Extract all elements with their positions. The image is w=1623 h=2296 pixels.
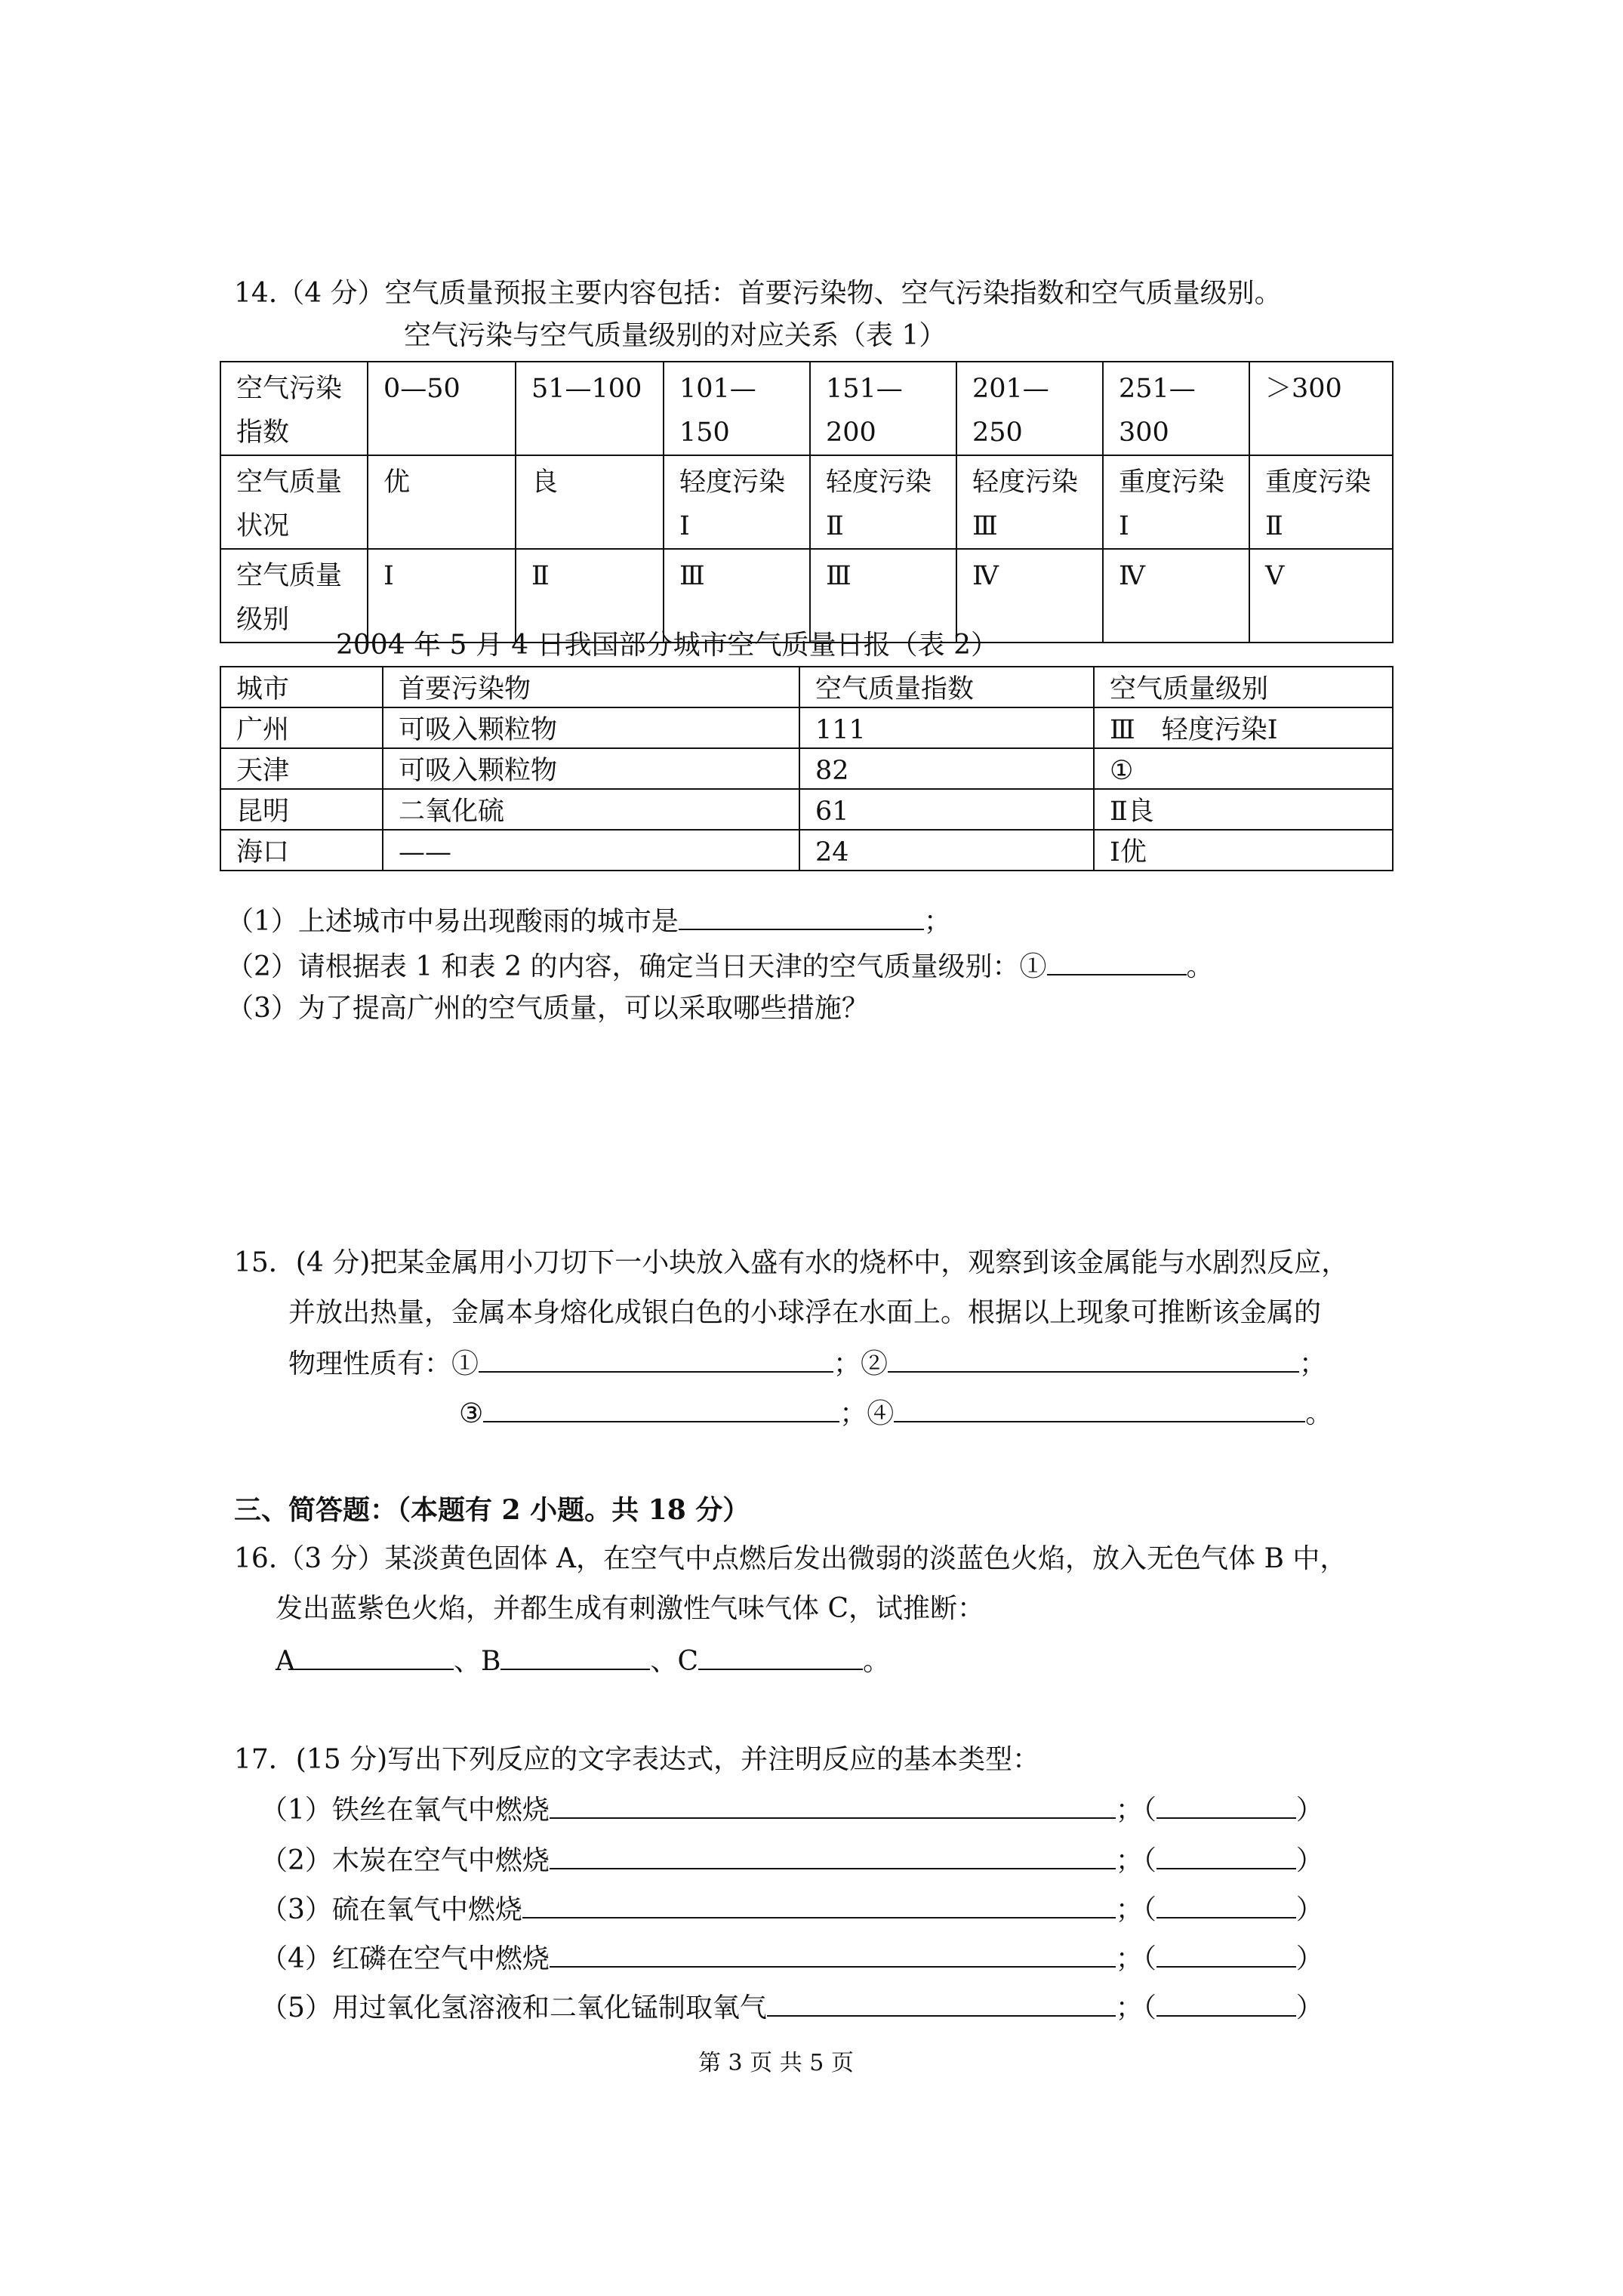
equation-blank[interactable] [767, 1989, 1116, 2017]
q17-sep: ；（ [1115, 1992, 1156, 2023]
table-1 [220, 361, 1394, 643]
answer-blank[interactable] [1047, 948, 1187, 975]
table1-row [220, 549, 1393, 643]
q17-close: ） [1295, 1943, 1323, 1974]
q15-prefix: 物理性质有：① [288, 1348, 479, 1379]
answer-blank-b[interactable] [500, 1643, 650, 1670]
q15-line3 [288, 1345, 1326, 1379]
q17-close: ） [1295, 1795, 1323, 1826]
q17-sep: ；（ [1115, 1943, 1156, 1974]
q15-period: 。 [1305, 1398, 1333, 1429]
q15-line2: 并放出热量，金属本身熔化成银白色的小球浮在水面上。根据以上现象可推断该金属的 [288, 1297, 1322, 1328]
table2-cell: 昆明 [220, 789, 383, 830]
q17-sep: ；（ [1115, 1894, 1156, 1925]
table1-cell: 重度污染 Ⅱ [1249, 455, 1393, 549]
q16-line1: 16.（3 分）某淡黄色固体 A，在空气中点燃后发出微弱的淡蓝色火焰，放入无色气体 B 中， [234, 1543, 1347, 1574]
q17-item-label: （2）木炭在空气中燃烧 [260, 1845, 550, 1876]
q15-mark3: ③ [459, 1398, 484, 1429]
table1-cell: 251—300 [1103, 362, 1249, 455]
reaction-type-blank[interactable] [1156, 1891, 1296, 1918]
table1-cell: Ⅱ [516, 549, 664, 643]
q14-sub1-end: ； [923, 906, 951, 937]
table1-cell: Ⅴ [1249, 549, 1393, 643]
table2-cell: 空气质量级别 [1094, 667, 1393, 707]
table1-cell: 轻度污染 Ⅰ [664, 455, 810, 549]
table2-cell: —— [383, 830, 799, 871]
page-footer: 第 3 页 共 5 页 [698, 2050, 854, 2076]
equation-blank[interactable] [550, 1940, 1116, 1968]
q15-mark4: ；④ [839, 1398, 895, 1429]
answer-blank[interactable] [679, 903, 924, 930]
table-2 [220, 666, 1394, 871]
q14-sub2 [226, 948, 1214, 982]
table1-cell: 空气污染 指数 [220, 362, 368, 455]
table2-row [220, 748, 1393, 789]
table1-cell: 优 [368, 455, 516, 549]
q17-sep: ；（ [1115, 1795, 1156, 1826]
q17-item [260, 1891, 1323, 1925]
table1-cell: 151—200 [810, 362, 956, 455]
table1-cell: 重度污染 Ⅰ [1103, 455, 1249, 549]
table1-cell: 良 [516, 455, 664, 549]
answer-blank-3[interactable] [483, 1395, 839, 1422]
table2-caption: 2004 年 5 月 4 日我国部分城市空气质量日报（表 2） [336, 630, 998, 661]
table2-cell: Ⅰ优 [1094, 830, 1393, 871]
q17-item [260, 1792, 1323, 1826]
q14-stem: 14.（4 分）空气质量预报主要内容包括：首要污染物、空气污染指数和空气质量级别。 [234, 278, 1282, 309]
q14-sub1 [226, 903, 951, 937]
table1-cell: Ⅳ [1103, 549, 1249, 643]
equation-blank[interactable] [522, 1891, 1116, 1918]
reaction-type-blank[interactable] [1156, 1792, 1296, 1819]
table2-row [220, 707, 1393, 748]
table2-row [220, 830, 1393, 871]
equation-blank[interactable] [550, 1842, 1116, 1869]
table1-cell: 51—100 [516, 362, 664, 455]
table1-cell: 空气质量 级别 [220, 549, 368, 643]
answer-blank-1[interactable] [479, 1345, 833, 1373]
q17-close: ） [1295, 1992, 1323, 2023]
table1-cell: Ⅰ [368, 549, 516, 643]
table1-cell: 101—150 [664, 362, 810, 455]
table1-cell: Ⅲ [810, 549, 956, 643]
q16-c: 、C [650, 1646, 699, 1677]
q16-end: 。 [863, 1646, 891, 1677]
q16-line2: 发出蓝紫色火焰，并都生成有刺激性气味气体 C，试推断： [276, 1593, 984, 1624]
q14-sub2-text: （2）请根据表 1 和表 2 的内容，确定当日天津的空气质量级别：① [226, 951, 1047, 982]
table2-cell: 111 [799, 707, 1094, 748]
q17-item [260, 1940, 1323, 1974]
q17-close: ） [1295, 1845, 1323, 1876]
q17-item-label: （4）红磷在空气中燃烧 [260, 1943, 550, 1974]
table2-cell: 可吸入颗粒物 [383, 748, 799, 789]
table2-cell: 空气质量指数 [799, 667, 1094, 707]
q17-item [260, 1842, 1323, 1876]
table1-cell: Ⅳ [956, 549, 1103, 643]
q15-semi: ； [1299, 1348, 1327, 1379]
table2-row [220, 789, 1393, 830]
q17-item [260, 1989, 1323, 2023]
q15-line1: 15．(4 分)把某金属用小刀切下一小块放入盛有水的烧杯中，观察到该金属能与水剧烈反应， [234, 1247, 1349, 1278]
q16-a: A [276, 1646, 295, 1677]
table1-cell: ＞300 [1249, 362, 1393, 455]
q17-sep: ；（ [1115, 1845, 1156, 1876]
table1-cell: 201—250 [956, 362, 1103, 455]
q16-b: 、B [454, 1646, 501, 1677]
section-heading: 三、简答题：（本题有 2 小题。共 18 分） [234, 1494, 750, 1526]
q16-answers [276, 1643, 890, 1677]
q17-stem: 17．(15 分)写出下列反应的文字表达式，并注明反应的基本类型： [234, 1744, 1040, 1775]
answer-blank-4[interactable] [894, 1395, 1305, 1422]
equation-blank[interactable] [550, 1792, 1116, 1819]
q15-mark2: ；② [833, 1348, 888, 1379]
q15-line4 [459, 1395, 1332, 1429]
table2-cell: 二氧化硫 [383, 789, 799, 830]
table2-cell: Ⅲ 轻度污染Ⅰ [1094, 707, 1393, 748]
table1-row [220, 455, 1393, 549]
q14-sub3: （3）为了提高广州的空气质量，可以采取哪些措施？ [226, 993, 869, 1024]
q17-item-label: （5）用过氧化氢溶液和二氧化锰制取氧气 [260, 1992, 767, 2023]
table1-cell: 空气质量 状况 [220, 455, 368, 549]
table2-cell: 城市 [220, 667, 383, 707]
table2-cell: 天津 [220, 748, 383, 789]
reaction-type-blank[interactable] [1156, 1940, 1296, 1968]
table2-cell: 首要污染物 [383, 667, 799, 707]
table2-cell: 24 [799, 830, 1094, 871]
answer-blank-a[interactable] [295, 1643, 454, 1670]
table1-cell: 0—50 [368, 362, 516, 455]
table2-cell: 82 [799, 748, 1094, 789]
table2-cell: ① [1094, 748, 1393, 789]
table2-cell: Ⅱ良 [1094, 789, 1393, 830]
table1-caption: 空气污染与空气质量级别的对应关系（表 1） [404, 320, 947, 351]
table1-cell: 轻度污染 Ⅲ [956, 455, 1103, 549]
table1-row [220, 362, 1393, 455]
table1-cell: Ⅲ [664, 549, 810, 643]
table2-cell: 海口 [220, 830, 383, 871]
table2-cell: 广州 [220, 707, 383, 748]
reaction-type-blank[interactable] [1156, 1989, 1296, 2017]
table2-row [220, 667, 1393, 707]
q14-sub1-text: （1）上述城市中易出现酸雨的城市是 [226, 906, 679, 937]
table2-cell: 可吸入颗粒物 [383, 707, 799, 748]
answer-blank-c[interactable] [698, 1643, 863, 1670]
table2-cell: 61 [799, 789, 1094, 830]
q14-sub2-end: 。 [1186, 951, 1214, 982]
q17-item-label: （1）铁丝在氧气中燃烧 [260, 1795, 550, 1826]
reaction-type-blank[interactable] [1156, 1842, 1296, 1869]
q17-close: ） [1295, 1894, 1323, 1925]
q17-item-label: （3）硫在氧气中燃烧 [260, 1894, 522, 1925]
answer-blank-2[interactable] [888, 1345, 1299, 1373]
table1-cell: 轻度污染 Ⅱ [810, 455, 956, 549]
